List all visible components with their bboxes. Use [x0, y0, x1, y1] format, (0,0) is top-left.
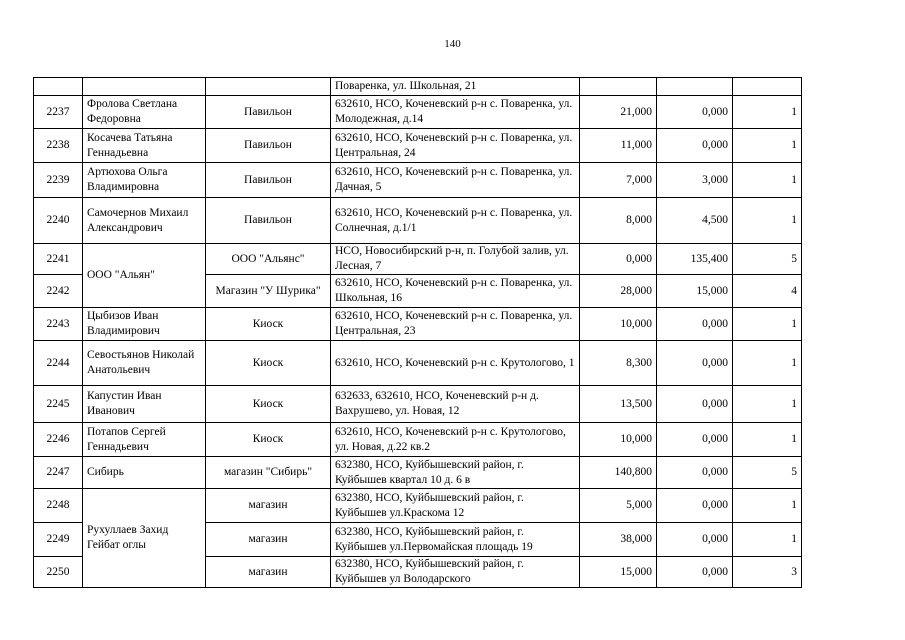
object-type: Магазин "У Шурика"	[206, 275, 331, 308]
row-number: 2243	[34, 308, 83, 341]
address: 632380, НСО, Куйбышевский район, г. Куйбышев ул.Краскома 12	[331, 489, 580, 523]
table-row	[34, 129, 802, 163]
area-value-2: 4,500	[657, 198, 733, 244]
count-value: 1	[733, 96, 802, 129]
address: 632380, НСО, Куйбышевский район, г. Куйбышев ул Володарского	[331, 557, 580, 588]
registry-table	[33, 77, 802, 588]
table-row	[34, 198, 802, 244]
area-value-1: 11,000	[580, 129, 657, 163]
table-row	[34, 96, 802, 129]
table-row	[34, 163, 802, 198]
object-type: Киоск	[206, 386, 331, 423]
owner-name: Рухуллаев Захид Гейбат оглы	[83, 489, 206, 588]
object-type: ООО "Альянс"	[206, 244, 331, 275]
area-value-1: 8,300	[580, 341, 657, 386]
count-value: 5	[733, 457, 802, 489]
owner-name: Фролова Светлана Федоровна	[83, 96, 206, 129]
address: 632380, НСО, Куйбышевский район, г. Куйбышев ул.Первомайская площадь 19	[331, 523, 580, 557]
row-number: 2244	[34, 341, 83, 386]
count-value: 1	[733, 386, 802, 423]
area-value-2: 135,400	[657, 244, 733, 275]
area-value-2: 15,000	[657, 275, 733, 308]
area-value-1: 140,800	[580, 457, 657, 489]
address: 632610, НСО, Коченевский р-н с. Крутологово, ул. Новая, д.22 кв.2	[331, 423, 580, 457]
table-row	[34, 244, 802, 275]
row-number: 2247	[34, 457, 83, 489]
count-value: 1	[733, 489, 802, 523]
object-type: Павильон	[206, 163, 331, 198]
object-type: магазин	[206, 523, 331, 557]
table-row	[34, 457, 802, 489]
area-value-2: 0,000	[657, 341, 733, 386]
object-type: Павильон	[206, 198, 331, 244]
row-number: 2248	[34, 489, 83, 523]
area-value-2: 0,000	[657, 457, 733, 489]
area-value-1: 28,000	[580, 275, 657, 308]
table-row	[34, 489, 802, 523]
area-value-1: 21,000	[580, 96, 657, 129]
owner-name: Сибирь	[83, 457, 206, 489]
object-type: магазин	[206, 557, 331, 588]
count-value: 1	[733, 423, 802, 457]
object-type: Павильон	[206, 96, 331, 129]
address: 632380, НСО, Куйбышевский район, г. Куйбышев квартал 10 д. 6 в	[331, 457, 580, 489]
page-number: 140	[444, 38, 461, 50]
object-type: Павильон	[206, 129, 331, 163]
owner-name	[83, 78, 206, 96]
count-value: 1	[733, 308, 802, 341]
row-number: 2245	[34, 386, 83, 423]
address: 632610, НСО, Коченевский р-н с. Поваренка, ул. Солнечная, д.1/1	[331, 198, 580, 244]
count-value: 1	[733, 341, 802, 386]
owner-name: ООО "Альян"	[83, 244, 206, 308]
address: 632610, НСО, Коченевский р-н с. Поваренка, ул. Дачная, 5	[331, 163, 580, 198]
area-value-1: 10,000	[580, 423, 657, 457]
row-number: 2242	[34, 275, 83, 308]
area-value-1: 7,000	[580, 163, 657, 198]
table-row	[34, 341, 802, 386]
object-type: Киоск	[206, 341, 331, 386]
area-value-2: 3,000	[657, 163, 733, 198]
row-number: 2249	[34, 523, 83, 557]
area-value-1: 15,000	[580, 557, 657, 588]
owner-name: Косачева Татьяна Геннадьевна	[83, 129, 206, 163]
area-value-2: 0,000	[657, 489, 733, 523]
row-number: 2238	[34, 129, 83, 163]
object-type: магазин	[206, 489, 331, 523]
area-value-1: 8,000	[580, 198, 657, 244]
table-row	[34, 423, 802, 457]
address: 632610, НСО, Коченевский р-н с. Крутологово, 1	[331, 341, 580, 386]
row-number: 2237	[34, 96, 83, 129]
address: 632610, НСО, Коченевский р-н с. Поваренка, ул. Молодежная, д.14	[331, 96, 580, 129]
area-value-2: 0,000	[657, 96, 733, 129]
table-row	[34, 78, 802, 96]
area-value-2: 0,000	[657, 423, 733, 457]
area-value-1	[580, 78, 657, 96]
area-value-2	[657, 78, 733, 96]
area-value-1: 5,000	[580, 489, 657, 523]
count-value: 1	[733, 523, 802, 557]
address: 632610, НСО, Коченевский р-н с. Поваренка, ул. Центральная, 23	[331, 308, 580, 341]
count-value: 5	[733, 244, 802, 275]
row-number: 2250	[34, 557, 83, 588]
count-value: 4	[733, 275, 802, 308]
owner-name: Потапов Сергей Геннадьевич	[83, 423, 206, 457]
count-value: 1	[733, 198, 802, 244]
object-type	[206, 78, 331, 96]
row-number: 2239	[34, 163, 83, 198]
area-value-2: 0,000	[657, 308, 733, 341]
row-number: 2246	[34, 423, 83, 457]
address: 632610, НСО, Коченевский р-н с. Поваренка, ул. Центральная, 24	[331, 129, 580, 163]
area-value-1: 38,000	[580, 523, 657, 557]
area-value-2: 0,000	[657, 523, 733, 557]
table-row	[34, 308, 802, 341]
address: 632633, 632610, НСО, Коченевский р-н д. Вахрушево, ул. Новая, 12	[331, 386, 580, 423]
object-type: магазин "Сибирь"	[206, 457, 331, 489]
count-value: 1	[733, 129, 802, 163]
table-row	[34, 386, 802, 423]
owner-name: Цыбизов Иван Владимирович	[83, 308, 206, 341]
area-value-2: 0,000	[657, 129, 733, 163]
area-value-2: 0,000	[657, 557, 733, 588]
owner-name: Самочернов Михаил Александрович	[83, 198, 206, 244]
count-value: 1	[733, 163, 802, 198]
area-value-1: 0,000	[580, 244, 657, 275]
count-value: 3	[733, 557, 802, 588]
object-type: Киоск	[206, 308, 331, 341]
object-type: Киоск	[206, 423, 331, 457]
owner-name: Артюхова Ольга Владимировна	[83, 163, 206, 198]
area-value-2: 0,000	[657, 386, 733, 423]
count-value	[733, 78, 802, 96]
address: 632610, НСО, Коченевский р-н с. Поваренка, ул. Школьная, 16	[331, 275, 580, 308]
area-value-1: 10,000	[580, 308, 657, 341]
row-number: 2241	[34, 244, 83, 275]
owner-name: Севостьянов Николай Анатольевич	[83, 341, 206, 386]
row-number: 2240	[34, 198, 83, 244]
area-value-1: 13,500	[580, 386, 657, 423]
address: НСО, Новосибирский р-н, п. Голубой залив, ул. Лесная, 7	[331, 244, 580, 275]
row-number	[34, 78, 83, 96]
address: Поваренка, ул. Школьная, 21	[331, 78, 580, 96]
owner-name: Капустин Иван Иванович	[83, 386, 206, 423]
